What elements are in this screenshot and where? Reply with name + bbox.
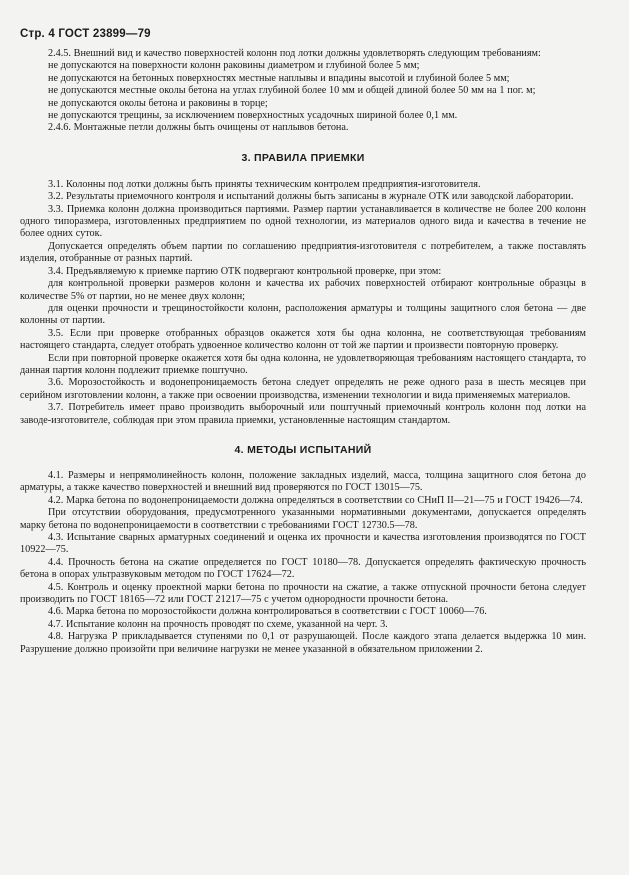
page-content	[20, 48, 586, 656]
paragraph: для контрольной проверки размеров колонн и качества их рабочих поверхностей отбирают контрольные образцы в количестве 5% от партии, но не менее двух колонн;	[20, 278, 586, 302]
paragraph: 2.4.6. Монтажные петли должны быть очищены от наплывов бетона.	[48, 122, 349, 134]
paragraph: 4.4. Прочность бетона на сжатие определяется по ГОСТ 10180—78. Допускается определять фактическую прочность бетона в опорах ультразвуковым методом по ГОСТ 17624—72.	[20, 556, 586, 581]
paragraph: 4.2. Марка бетона по водонепроницаемости должна определяться в соответствии со СНиП II—21—75 и ГОСТ 19426—74.	[48, 494, 583, 506]
paragraph: 3.3. Приемка колонн должна производиться партиями. Размер партии устанавливается в количестве не более 200 колонн одного типоразмера, изготовленных предприятием по одной технологии, из материалов одного вида и качества в течение не более одних суток.	[20, 203, 586, 240]
section-4-heading: 4. МЕТОДЫ ИСПЫТАНИЙ	[234, 443, 372, 456]
paragraph: для оценки прочности и трещиностойкости колонн, расположения арматуры и толщины защитного слоя бетона — две колонны от партии.	[20, 302, 586, 327]
paragraph: 3.1. Колонны под лотки должны быть приняты техническим контролем предприятия-изготовителя.	[48, 178, 481, 190]
paragraph: 4.7. Испытание колонн на прочность проводят по схеме, указанной на черт. 3.	[48, 618, 388, 630]
paragraph: 3.4. Предъявляемую к приемке партию ОТК подвергают контрольной проверке, при этом:	[48, 265, 442, 277]
paragraph: не допускаются местные околы бетона на углах глубиной более 10 мм и общей длиной более 50 мм на 1 пог. м;	[48, 85, 536, 97]
paragraph: 3.7. Потребитель имеет право производить выборочный или поштучный приемочный контроль колонн под лотки на заводе-изготовителе, соблюдая при этом правила приемки, установленные настоящим стандартом.	[20, 402, 586, 426]
paragraph: 4.5. Контроль и оценку проектной марки бетона по прочности на сжатие, а также отпускной прочности бетона следует производить по ГОСТ 18165—72 или ГОСТ 21217—75 с учетом однородности прочности бетона.	[20, 581, 586, 606]
paragraph: не допускаются на бетонных поверхностях местные наплывы и впадины высотой и глубиной более 5 мм;	[48, 72, 510, 84]
paragraph: 4.3. Испытание сварных арматурных соединений и оценка их прочности и качества изготовления производятся по ГОСТ 10922—75.	[20, 532, 586, 556]
paragraph: Допускается определять объем партии по соглашению предприятия-изготовителя с потребителем, а также поставлять изделия, отобранные от разных партий.	[20, 240, 586, 265]
paragraph: Если при повторной проверке окажется хотя бы одна колонна, не удовлетворяющая требованиям настоящего стандарта, то данная партия колонн подлежит приемке поштучно.	[20, 352, 586, 376]
paragraph: 4.8. Нагрузка P прикладывается ступенями по 0,1 от разрушающей. После каждого этапа делается выдержка 10 мин. Разрушение должно произойти при величине нагрузки не менее указанной в обязательном приложении 2.	[20, 631, 586, 655]
paragraph: При отсутствии оборудования, предусмотренного указанными нормативными документами, допускается определять марку бетона по водонепроницаемости в соответствии с требованиями ГОСТ 12730.5—78.	[20, 507, 586, 531]
section-3-heading: 3. ПРАВИЛА ПРИЕМКИ	[241, 151, 365, 164]
paragraph: 3.5. Если при проверке отобранных образцов окажется хотя бы одна колонна, не соответствующая требованиям настоящего стандарта, следует отобрать удвоенное количество колонн от той же партии и произвести повторную проверку.	[20, 327, 586, 352]
paragraph: не допускаются трещины, за исключением поверхностных усадочных шириной более 0,1 мм.	[48, 110, 458, 122]
paragraph: 3.2. Результаты приемочного контроля и испытаний должны быть записаны в журнале ОТК или заводской лаборатории.	[48, 191, 574, 203]
paragraph: 2.4.5. Внешний вид и качество поверхностей колонн под лотки должны удовлетворять следующим требованиям:	[48, 48, 541, 59]
paragraph: 4.6. Марка бетона по морозостойкости должна контролироваться в соответствии с ГОСТ 10060—76.	[48, 606, 487, 618]
page-header: Стр. 4 ГОСТ 23899—79	[20, 28, 151, 40]
paragraph: 3.6. Морозостойкость и водонепроницаемость бетона следует определять не реже одного раза в шесть месяцев при серийном изготовлении колонн, а также при освоении производства, изменении технологии и вида применяемых материалов.	[20, 377, 586, 401]
paragraph: не допускаются околы бетона и раковины в торце;	[48, 97, 268, 109]
paragraph: не допускаются на поверхности колонн раковины диаметром и глубиной более 5 мм;	[48, 60, 420, 72]
paragraph: 4.1. Размеры и непрямолинейность колонн, положение закладных изделий, масса, толщина защитного слоя бетона до арматуры, а также качество поверхностей и внешний вид проверяются по ГОСТ 13015—75.	[20, 469, 586, 494]
